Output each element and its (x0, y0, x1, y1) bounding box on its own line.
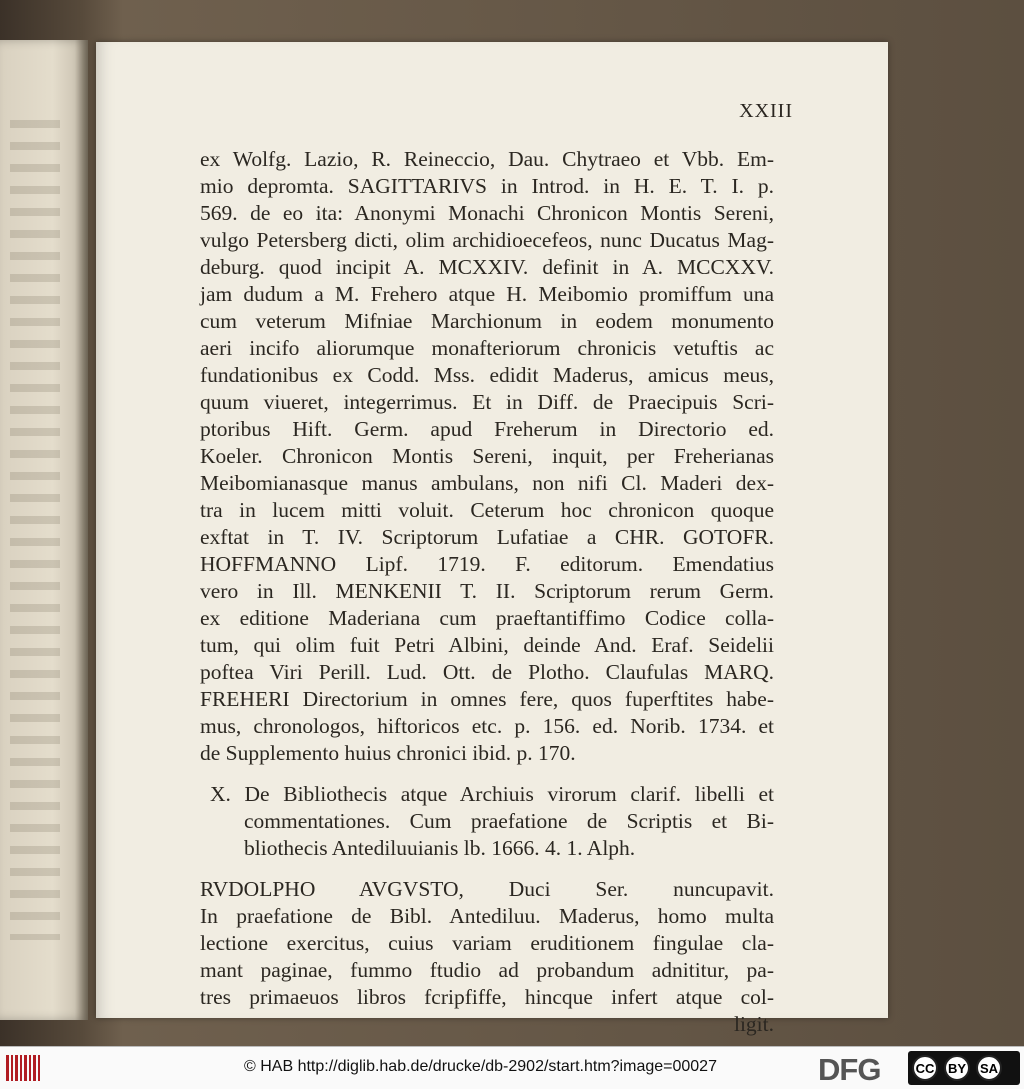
text-line: ptoribus Hift. Germ. apud Freherum in Directorio ed. (200, 417, 774, 441)
text-line: quum viueret, integerrimus. Et in Diff. de Praecipuis Scri- (200, 390, 774, 414)
text-line: deburg. quod incipit A. MCXXIV. definit in A. MCCXXV. (200, 255, 774, 279)
text-line: ex Wolfg. Lazio, R. Reineccio, Dau. Chytraeo et Vbb. Em- (200, 147, 774, 171)
entry-heading-line: commentationes. Cum praefatione de Scriptis et Bi- (244, 809, 774, 833)
by-icon: BY (944, 1055, 970, 1081)
source-link[interactable]: © HAB http://diglib.hab.de/drucke/db-2902/start.htm?image=00027 (244, 1058, 717, 1075)
page-number: XXIII (739, 100, 793, 122)
text-line: mio depromta. SAGITTARIVS in Introd. in H. E. T. I. p. (200, 174, 774, 198)
text-line: mus, chronologos, hiftoricos etc. p. 156. ed. Norib. 1734. et (200, 714, 774, 738)
text-line: mant paginae, fummo ftudio ad probandum adnititur, pa- (200, 958, 774, 982)
viewer-footer (0, 1046, 1024, 1089)
sa-icon: SA (976, 1055, 1002, 1081)
text-line: RVDOLPHO AVGVSTO, Duci Ser. nuncupavit. (200, 877, 774, 901)
section-gap (200, 767, 774, 781)
text-line: In praefatione de Bibl. Antediluu. Maderus, homo multa (200, 904, 774, 928)
text-line: vero in Ill. MENKENII T. II. Scriptorum rerum Germ. (200, 579, 774, 603)
text-line: tum, qui olim fuit Petri Albini, deinde And. Eraf. Seidelii (200, 633, 774, 657)
book-page (96, 42, 888, 1036)
cc-license-badge[interactable] (908, 1051, 1020, 1085)
text-line: 569. de eo ita: Anonymi Monachi Chronicon Montis Sereni, (200, 201, 774, 225)
text-line: aeri incifo aliorumque monafteriorum chronicis vetuftis ac (200, 336, 774, 360)
text-line: FREHERI Directorium in omnes fere, quos fuperftites habe- (200, 687, 774, 711)
section-gap (200, 862, 774, 876)
text-line: tres primaeuos libros fcripfiffe, hincque infert atque col- (200, 985, 774, 1009)
text-line: cum veterum Mifniae Marchionum in eodem monumento (200, 309, 774, 333)
cc-icon: CC (912, 1055, 938, 1081)
page-text (200, 146, 774, 1038)
text-line: de Supplemento huius chronici ibid. p. 170. (200, 741, 576, 765)
text-line: vulgo Petersberg dicti, olim archidioecefeos, nunc Ducatus Mag- (200, 228, 774, 252)
hab-logo-icon (6, 1055, 40, 1081)
text-line: Koeler. Chronicon Montis Sereni, inquit, per Freherianas (200, 444, 774, 468)
facing-page-edge (0, 40, 88, 1020)
entry-heading-line: bliothecis Antediluuianis lb. 1666. 4. 1. Alph. (244, 836, 636, 860)
text-line: exftat in T. IV. Scriptorum Lufatiae a CHR. GOTOFR. (200, 525, 774, 549)
text-line: tra in lucem mitti voluit. Ceterum hoc chronicon quoque (200, 498, 774, 522)
catchword: ligit. (733, 1012, 774, 1036)
text-line: HOFFMANNO Lipf. 1719. F. editorum. Emendatius (200, 552, 774, 576)
text-line: jam dudum a M. Frehero atque H. Meibomio promiffum una (200, 282, 774, 306)
text-line: Meibomianasque manus ambulans, non nifi Cl. Maderi dex- (200, 471, 774, 495)
text-line: fundationibus ex Codd. Mss. edidit Maderus, amicus meus, (200, 363, 774, 387)
entry-heading-line: X. De Bibliothecis atque Archiuis virorum clarif. libelli et (210, 782, 774, 806)
text-line: poftea Viri Perill. Lud. Ott. de Plotho. Claufulas MARQ. (200, 660, 774, 684)
text-line: lectione exercitus, cuius variam eruditionem fingulae cla- (200, 931, 774, 955)
text-line: ex editione Maderiana cum praeftantiffimo Codice colla- (200, 606, 774, 630)
facing-page-text-bleed (10, 120, 60, 940)
dfg-logo: DFG (818, 1052, 881, 1087)
